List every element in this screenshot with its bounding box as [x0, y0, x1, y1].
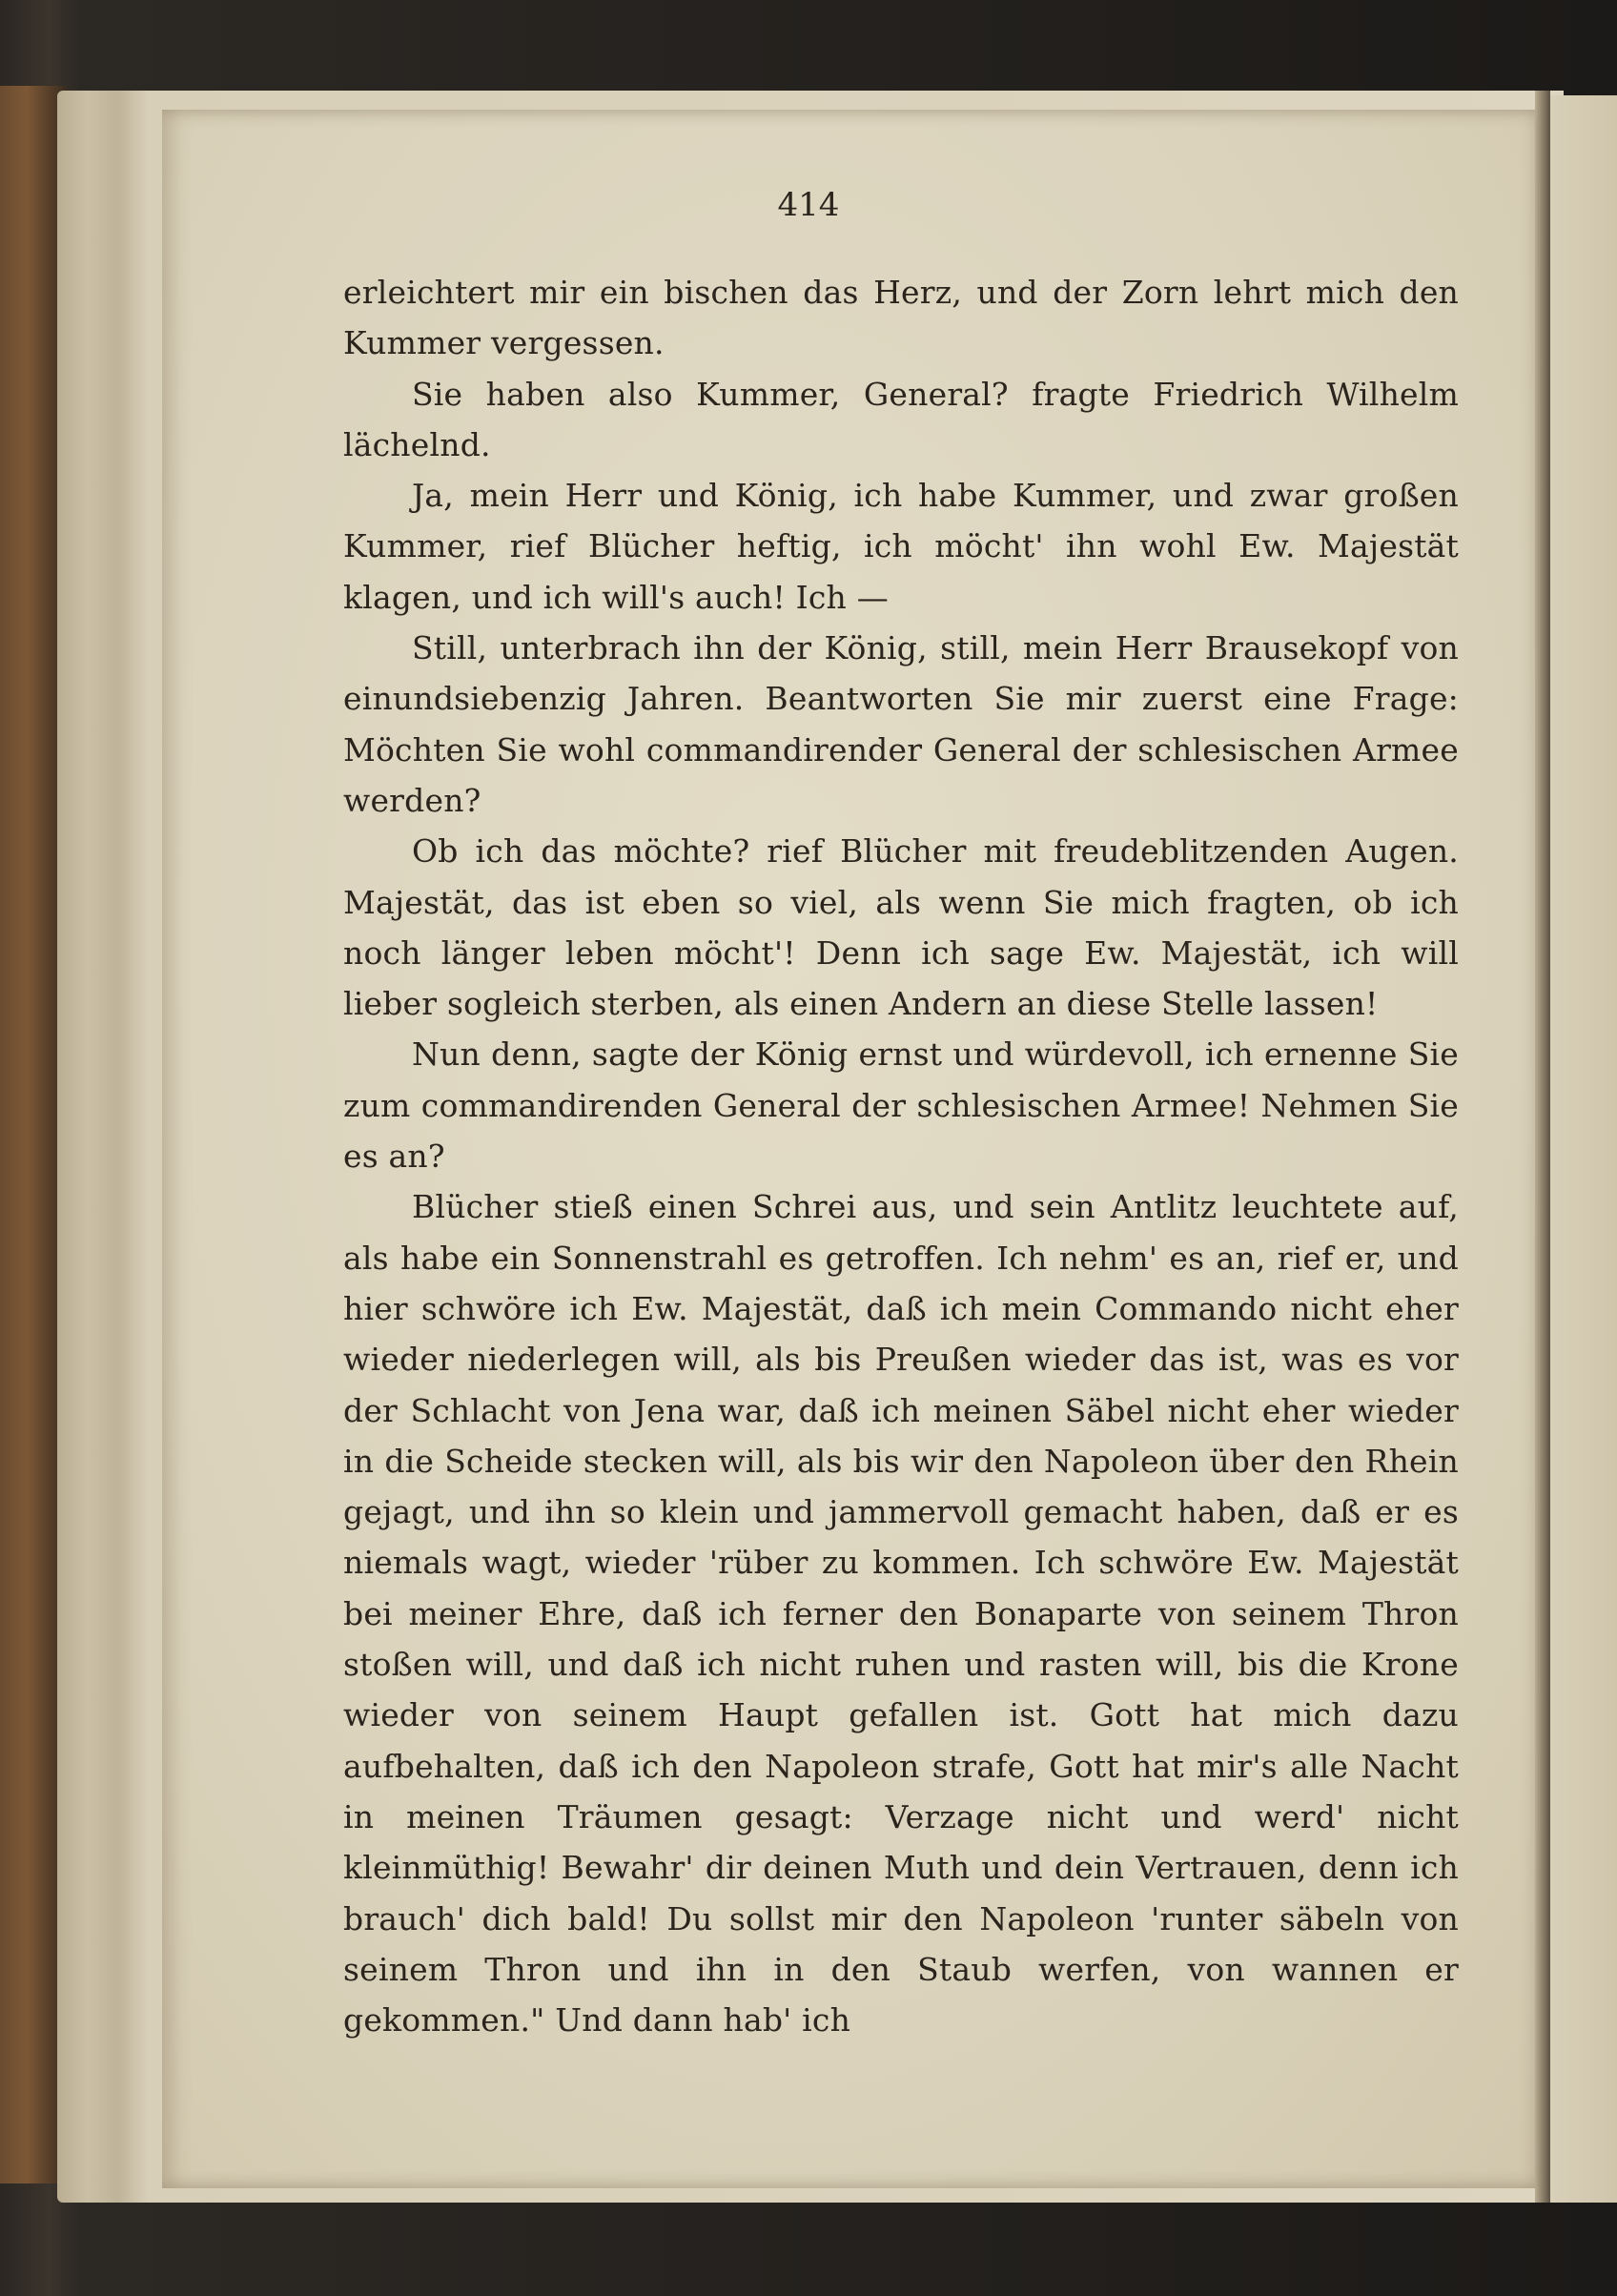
- page-text: [343, 267, 1459, 2045]
- paragraph: Sie haben also Kummer, General? fragte Friedrich Wilhelm lächelnd.: [343, 375, 1459, 463]
- paragraph: Blücher stieß einen Schrei aus, und sein Antlitz leuchtete auf, als habe ein Sonnenstrahl es getroffen. Ich nehm' es an, rief er, und hier schwöre ich Ew. Majestät, daß ich mein Commando nicht eher wieder niederlegen will, als bis Preußen wieder das ist, was es vor der Schlacht von Jena war, daß ich meinen Säbel nicht eher wieder in die Scheide stecken will, als bis wir den Napoleon über den Rhein gejagt, und ihn so klein und jammervoll gemacht haben, daß er es niemals wagt, wieder 'rüber zu kommen. Ich schwöre Ew. Majestät bei meiner Ehre, daß ich ferner den Bonaparte von seinem Thron stoßen will, und daß ich nicht ruhen und rasten will, bis die Krone wieder von seinem Haupt gefallen ist. Gott hat mich dazu aufbehalten, daß ich den Napoleon strafe, Gott hat mir's alle Nacht in meinen Träumen gesagt: Verzage nicht und werd' nicht kleinmüthig! Bewahr' dir deinen Muth und dein Vertrauen, denn ich brauch' dich bald! Du sollst mir den Napoleon 'runter säbeln von seinem Thron und ihn in den Staub werfen, von wannen er gekommen." Und dann hab' ich: [343, 1188, 1459, 2040]
- paragraph: Ob ich das möchte? rief Blücher mit freudeblitzenden Augen. Majestät, das ist eben so viel, als wenn Sie mich fragten, ob ich noch länger leben möcht'! Denn ich sage Ew. Majestät, ich will lieber sogleich sterben, als einen Andern an diese Stelle lassen!: [343, 832, 1459, 1023]
- paragraph: Still, unterbrach ihn der König, still, mein Herr Brausekopf von einundsiebenzig Jahren. Beantworten Sie mir zuerst eine Frage: Möchten Sie wohl commandirender General der schlesischen Armee werden?: [343, 629, 1459, 819]
- page-number: 414: [777, 186, 840, 224]
- paragraph: Ja, mein Herr und König, ich habe Kummer, und zwar großen Kummer, rief Blücher heftig, ich möcht' ihn wohl Ew. Majestät klagen, und ich will's auch! Ich —: [343, 477, 1459, 616]
- paragraph: Nun denn, sagte der König ernst und würdevoll, ich ernenne Sie zum commandirenden General der schlesischen Armee! Nehmen Sie es an?: [343, 1035, 1459, 1176]
- paragraph: erleichtert mir ein bischen das Herz, und der Zorn lehrt mich den Kummer vergessen.: [343, 274, 1459, 362]
- book-gutter: [1535, 91, 1550, 2203]
- facing-page-edge: [1550, 95, 1617, 2203]
